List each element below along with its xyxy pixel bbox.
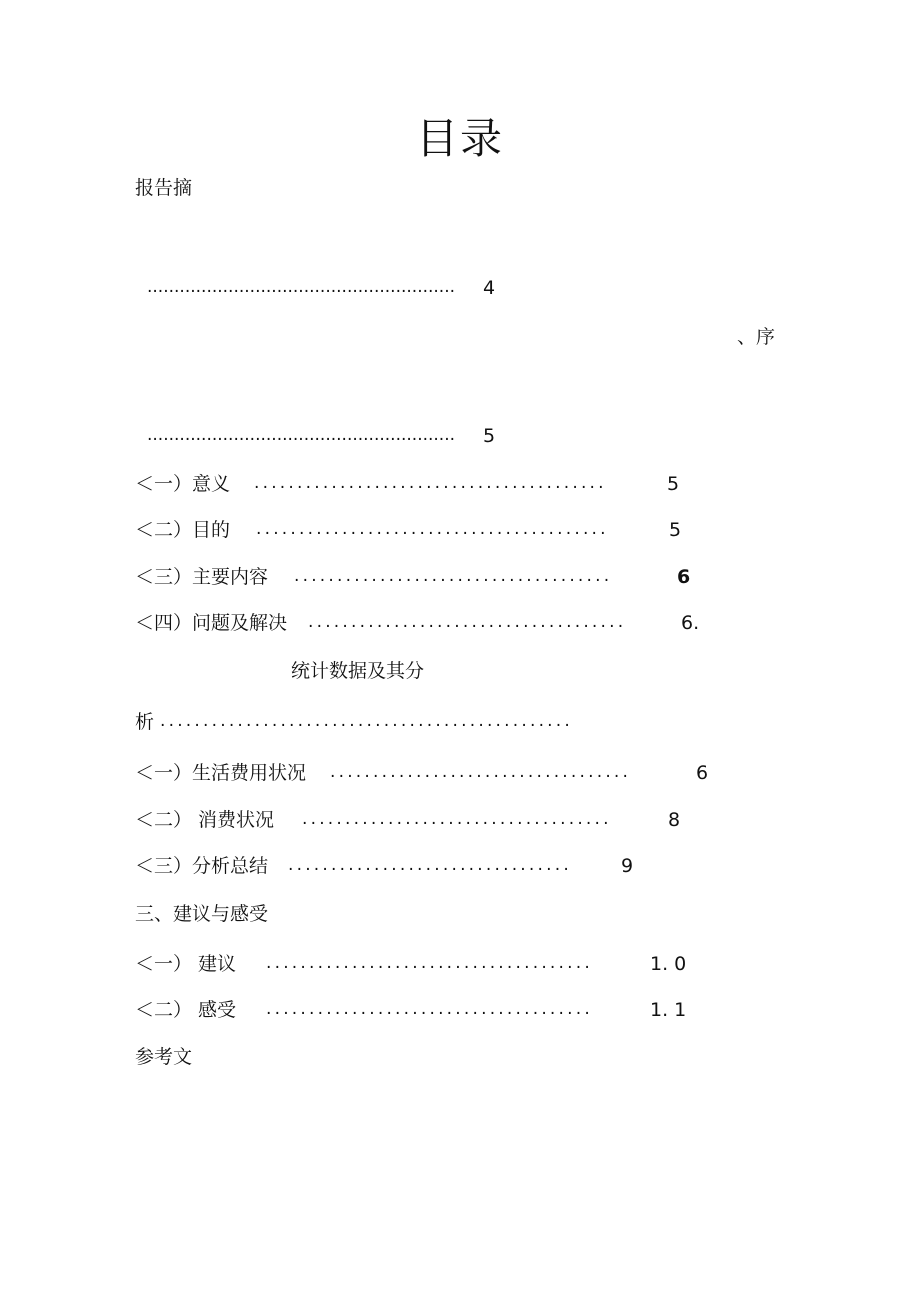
toc-entry-main-content-page: 6 <box>677 566 691 588</box>
toc-section-statistics-heading: 统计数据及其分 <box>291 660 425 682</box>
toc-entry-analysis-summary-page: 9 <box>621 855 634 877</box>
toc-section-statistics-leader: ................................................ <box>160 711 573 731</box>
toc-entry-analysis-summary-label: ＜三）分析总结 <box>135 855 269 877</box>
toc-entry-living-costs-page: 6 <box>696 762 709 784</box>
toc-entry-living-costs-label: ＜一）生活费用状况 <box>135 762 307 784</box>
toc-entry-preface-label: 、序 <box>737 326 776 348</box>
toc-entry-problems-label: ＜四）问题及解决 <box>135 612 288 634</box>
toc-entry-suggestions-leader: ...................................... <box>266 953 593 973</box>
toc-entry-consumption-label: ＜二） 消费状况 <box>135 809 275 831</box>
toc-entry-abstract-leader: ......................................................... <box>147 277 456 297</box>
toc-entry-abstract-label: 报告摘 <box>135 177 193 199</box>
toc-entry-main-content-label: ＜三）主要内容 <box>135 566 269 588</box>
toc-entry-problems-page: 6. <box>681 612 700 634</box>
toc-entry-purpose-label: ＜二）目的 <box>135 519 231 541</box>
toc-section-suggestions-heading: 三、建议与感受 <box>135 903 269 925</box>
toc-title: 目录 <box>416 114 505 163</box>
toc-entry-feelings-label: ＜二） 感受 <box>135 999 237 1021</box>
toc-entry-preface-page: 5 <box>483 425 496 447</box>
toc-entry-main-content-leader: ..................................... <box>294 566 613 586</box>
toc-entry-consumption-page: 8 <box>668 809 681 831</box>
toc-entry-living-costs-leader: ................................... <box>330 762 632 782</box>
toc-entry-consumption-leader: .................................... <box>302 809 612 829</box>
toc-entry-problems-leader: ..................................... <box>308 612 627 632</box>
toc-entry-references-label: 参考文 <box>135 1046 193 1068</box>
toc-entry-analysis-summary-leader: ................................. <box>288 855 572 875</box>
toc-entry-significance-page: 5 <box>667 473 680 495</box>
toc-entry-suggestions-label: ＜一） 建议 <box>135 953 237 975</box>
toc-entry-abstract-page: 4 <box>483 277 496 299</box>
toc-entry-purpose-page: 5 <box>669 519 682 541</box>
toc-entry-significance-label: ＜一）意义 <box>135 473 231 495</box>
toc-entry-preface-leader: ......................................................... <box>147 425 456 445</box>
toc-entry-feelings-page: 1. 1 <box>650 999 687 1021</box>
toc-entry-suggestions-page: 1. 0 <box>650 953 687 975</box>
toc-section-statistics-heading-cont: 析 <box>135 711 155 733</box>
toc-entry-purpose-leader: ......................................... <box>256 519 609 539</box>
toc-entry-significance-leader: ......................................... <box>254 473 607 493</box>
toc-entry-feelings-leader: ...................................... <box>266 999 593 1019</box>
